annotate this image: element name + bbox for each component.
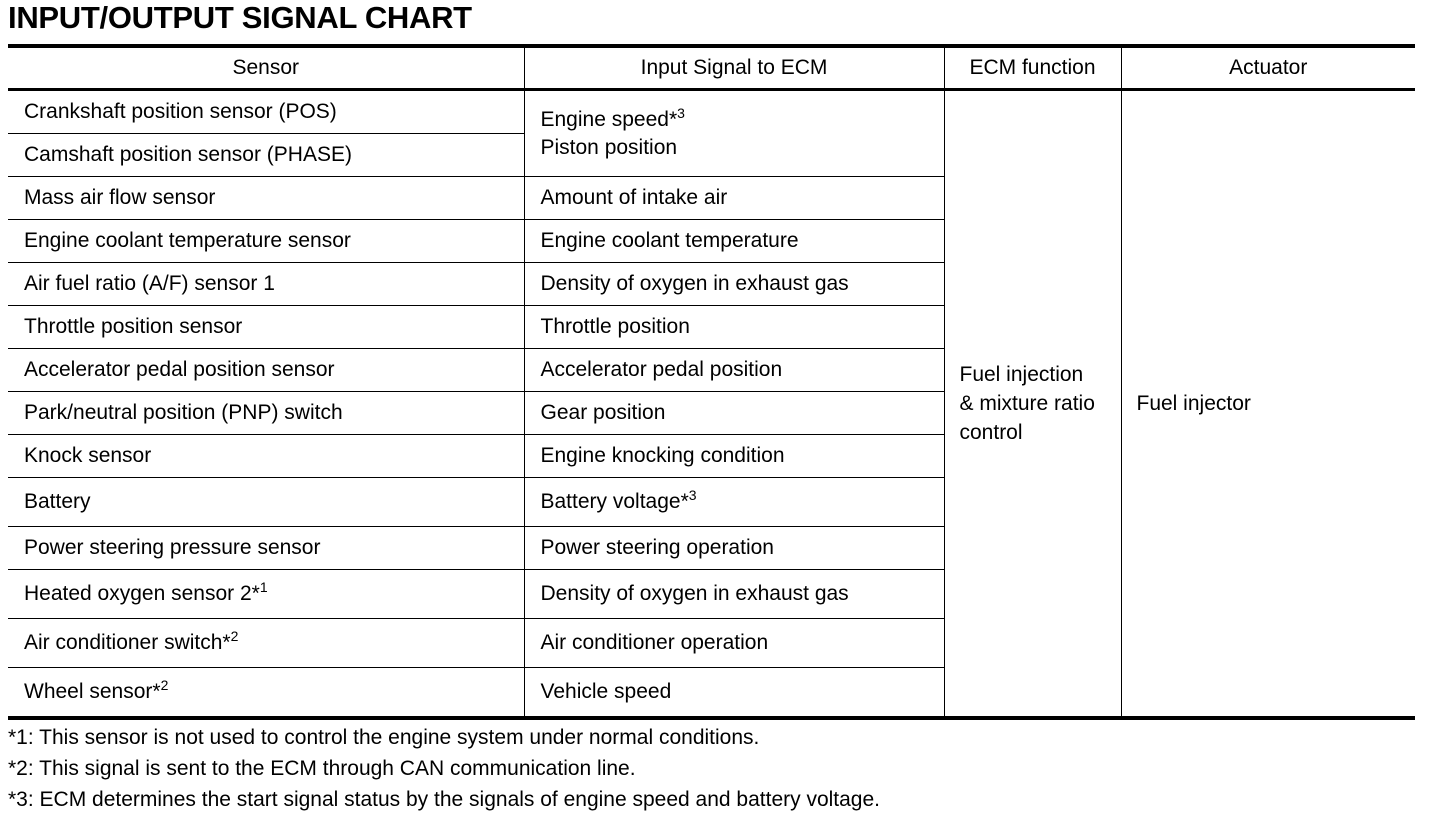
- header-input-signal: Input Signal to ECM: [524, 46, 944, 90]
- input-signal-cell: Vehicle speed: [524, 668, 944, 719]
- ecm-function-line: Fuel injection: [959, 363, 1084, 386]
- input-signal-cell: Throttle position: [524, 306, 944, 349]
- sensor-cell: Air fuel ratio (A/F) sensor 1: [8, 263, 524, 306]
- table-row: [8, 90, 1415, 134]
- sensor-cell: Accelerator pedal position sensor: [8, 349, 524, 392]
- footnote: *2: This signal is sent to the ECM through CAN communication line.: [8, 757, 636, 780]
- ecm-function-line: control: [959, 421, 1023, 444]
- input-signal-cell: Density of oxygen in exhaust gas: [524, 263, 944, 306]
- header-sensor: Sensor: [8, 46, 524, 90]
- sensor-cell: Crankshaft position sensor (POS): [8, 90, 524, 134]
- sensor-cell: Throttle position sensor: [8, 306, 524, 349]
- input-signal-cell-merged: [524, 90, 944, 177]
- input-signal-cell: Air conditioner operation: [524, 619, 944, 668]
- input-signal-cell: Engine coolant temperature: [524, 220, 944, 263]
- input-signal-cell: Battery voltage*$^3$: [524, 478, 944, 527]
- footnote: *1: This sensor is not used to control the engine system under normal conditions.: [8, 726, 760, 749]
- sensor-cell: Mass air flow sensor: [8, 177, 524, 220]
- input-signal-cell: Accelerator pedal position: [524, 349, 944, 392]
- input-signal-cell: Gear position: [524, 392, 944, 435]
- input-line: Piston position: [540, 135, 678, 159]
- sensor-cell: Heated oxygen sensor 2*$^1$: [8, 570, 524, 619]
- footnote: *3: ECM determines the start signal status by the signals of engine speed and battery voltage.: [8, 788, 881, 811]
- table-header-row: [8, 46, 1415, 90]
- sensor-cell: Engine coolant temperature sensor: [8, 220, 524, 263]
- sensor-cell: Wheel sensor*$^2$: [8, 668, 524, 719]
- input-signal-cell: Power steering operation: [524, 527, 944, 570]
- input-signal-cell: Engine knocking condition: [524, 435, 944, 478]
- sensor-cell: Camshaft position sensor (PHASE): [8, 134, 524, 177]
- ecm-function-line: & mixture ratio: [959, 392, 1095, 415]
- sensor-cell: Battery: [8, 478, 524, 527]
- sensor-cell: Knock sensor: [8, 435, 524, 478]
- input-line: Engine speed*$^3$: [540, 104, 685, 131]
- input-signal-cell: Density of oxygen in exhaust gas: [524, 570, 944, 619]
- header-ecm-function: ECM function: [944, 46, 1121, 90]
- sensor-cell: Air conditioner switch*$^2$: [8, 619, 524, 668]
- page-title: INPUT/OUTPUT SIGNAL CHART: [8, 0, 472, 35]
- input-signal-cell: Amount of intake air: [524, 177, 944, 220]
- ecm-function-cell: [944, 90, 1121, 719]
- sensor-cell: Power steering pressure sensor: [8, 527, 524, 570]
- signal-chart-table: [8, 44, 1415, 720]
- header-actuator: Actuator: [1121, 46, 1415, 90]
- actuator-cell: Fuel injector: [1121, 90, 1415, 719]
- sensor-cell: Park/neutral position (PNP) switch: [8, 392, 524, 435]
- footnotes: [8, 722, 880, 815]
